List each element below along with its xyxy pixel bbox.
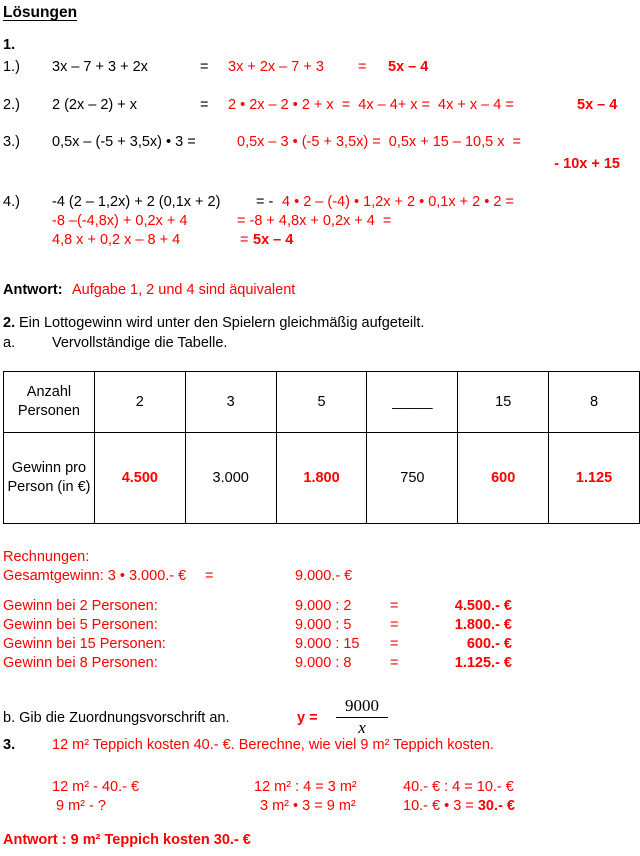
table-row-anzahl xyxy=(4,372,640,433)
fraction-numerator: 9000 xyxy=(336,696,388,718)
row-header-gewinn: Gewinn pro Person (in €) xyxy=(4,433,95,524)
gewinn-expr: 9.000 : 2 xyxy=(295,598,352,614)
part-b-text: b. Gib die Zuordnungsvorschrift an. xyxy=(3,710,230,726)
equals-sign: = xyxy=(205,568,214,584)
rechnungen-title-line xyxy=(0,548,640,567)
solution-step-left: 4,8 x + 0,2 x – 8 + 4 xyxy=(52,232,181,248)
solution-steps: 4 • 2 – (-4) • 1,2x + 2 • 0,1x + 2 • 2 = xyxy=(282,194,514,210)
section1-number: 1. xyxy=(3,37,16,53)
equals-sign: = xyxy=(390,598,399,614)
item-label: 2.) xyxy=(3,97,20,113)
gewinn-result: 4.500.- € xyxy=(454,598,512,614)
item-label: 4.) xyxy=(3,194,20,210)
gewinn-cell: 750 xyxy=(367,433,458,524)
work-cell-result xyxy=(403,797,515,816)
solution-step-left: -8 –(-4,8x) + 0,2x + 4 xyxy=(52,213,188,229)
part-a-text: Vervollständige die Tabelle. xyxy=(52,335,228,351)
fraction-denominator: x xyxy=(358,718,366,737)
section2-intro-line xyxy=(0,314,640,333)
solution-result: 5x – 4 xyxy=(388,59,429,75)
anzahl-cell: 3 xyxy=(185,372,276,433)
gewinn-label: Gewinn bei 5 Personen: xyxy=(3,617,158,633)
expression: -4 (2 – 1,2x) + 2 (0,1x + 2) xyxy=(52,194,221,210)
part-b-line xyxy=(0,709,640,728)
part-a-label: a. xyxy=(3,335,16,351)
equation-line-4c xyxy=(0,231,640,250)
solution-step-right: = -8 + 4,8x + 0,2x + 4 = xyxy=(237,213,392,229)
section3-intro-line xyxy=(0,736,640,755)
equals-sign: = xyxy=(240,232,249,248)
anzahl-cell: 2 xyxy=(94,372,185,433)
work-row-2 xyxy=(0,797,640,816)
gewinn-label: Gewinn bei 2 Personen: xyxy=(3,598,158,614)
antwort-text: Antwort : 9 m² Teppich kosten 30.- € xyxy=(3,832,251,848)
equals-sign: = - xyxy=(256,194,274,210)
item-label: 3.) xyxy=(3,134,20,150)
work-cell: 12 m² - 40.- € xyxy=(52,779,140,795)
anzahl-cell-blank: _____ xyxy=(367,372,458,433)
section1-number-line xyxy=(0,36,640,55)
expression: 0,5x – (-5 + 3,5x) • 3 = xyxy=(52,134,196,150)
equals-sign: = xyxy=(200,97,209,113)
gewinn-expr: 9.000 : 5 xyxy=(295,617,352,633)
work-cell: 3 m² • 3 = 9 m² xyxy=(260,798,356,814)
gesamtgewinn-result: 9.000.- € xyxy=(295,568,353,584)
gewinn-expr: 9.000 : 15 xyxy=(295,636,360,652)
gewinn-label: Gewinn bei 15 Personen: xyxy=(3,636,166,652)
gewinn-cell-answer: 1.125 xyxy=(549,433,640,524)
expression: 2 (2x – 2) + x xyxy=(52,97,138,113)
page-title: Lösungen xyxy=(3,4,78,21)
gewinn-cell-answer: 600 xyxy=(458,433,549,524)
gewinn-row xyxy=(0,654,640,673)
expression: 3x – 7 + 3 + 2x xyxy=(52,59,148,75)
gewinn-expr: 9.000 : 8 xyxy=(295,655,352,671)
gewinn-row xyxy=(0,616,640,635)
equation-line-4b xyxy=(0,212,640,231)
work-cell: 40.- € : 4 = 10.- € xyxy=(403,779,514,795)
solution-result: 5x – 4 xyxy=(577,97,618,113)
gewinn-label: Gewinn bei 8 Personen: xyxy=(3,655,158,671)
equals-sign: = xyxy=(390,655,399,671)
lotto-table xyxy=(3,371,640,524)
equals-sign: = xyxy=(358,59,367,75)
gesamtgewinn-line xyxy=(0,567,640,586)
solution-result: 5x – 4 xyxy=(253,232,294,248)
antwort-line-2 xyxy=(0,831,640,850)
equals-sign: = xyxy=(390,636,399,652)
antwort-text: Aufgabe 1, 2 und 4 sind äquivalent xyxy=(72,282,296,298)
fraction-9000-over-x xyxy=(336,696,388,737)
gewinn-row xyxy=(0,597,640,616)
rechnungen-title: Rechnungen: xyxy=(3,549,90,565)
equation-line-3-result xyxy=(0,155,640,174)
page-title-line xyxy=(0,3,640,22)
gesamtgewinn-label: Gesamtgewinn: 3 • 3.000.- € xyxy=(3,568,187,584)
work-row-1 xyxy=(0,778,640,797)
work-cell-result-pre: 10.- € • 3 = xyxy=(403,798,478,814)
work-cell: 12 m² : 4 = 3 m² xyxy=(254,779,357,795)
gewinn-cell-answer: 1.800 xyxy=(276,433,367,524)
section3-intro: 12 m² Teppich kosten 40.- €. Berechne, wie viel 9 m² Teppich kosten. xyxy=(52,737,494,753)
row-header-anzahl: Anzahl Personen xyxy=(4,372,95,433)
section2-part-a-line xyxy=(0,334,640,353)
table-row-gewinn xyxy=(4,433,640,524)
section2-number: 2. xyxy=(3,315,16,331)
gewinn-cell: 3.000 xyxy=(185,433,276,524)
work-cell-result-bold: 30.- € xyxy=(477,798,515,814)
anzahl-cell: 8 xyxy=(549,372,640,433)
solution-result: - 10x + 15 xyxy=(554,156,620,172)
equation-line-2 xyxy=(0,96,640,115)
section2-intro: Ein Lottogewinn wird unter den Spielern gleichmäßig aufgeteilt. xyxy=(19,315,425,331)
anzahl-cell: 15 xyxy=(458,372,549,433)
item-label: 1.) xyxy=(3,59,20,75)
gewinn-cell-answer: 4.500 xyxy=(94,433,185,524)
anzahl-cell: 5 xyxy=(276,372,367,433)
equation-line-4a xyxy=(0,193,640,212)
equals-sign: = xyxy=(200,59,209,75)
section3-number: 3. xyxy=(3,737,16,753)
antwort-label: Antwort: xyxy=(3,282,63,298)
solution-steps: 0,5x – 3 • (-5 + 3,5x) = 0,5x + 15 – 10,5 x = xyxy=(237,134,521,150)
gewinn-result: 600.- € xyxy=(466,636,512,652)
work-cell: 9 m² - ? xyxy=(56,798,106,814)
solution-step: 3x + 2x – 7 + 3 xyxy=(228,59,324,75)
gewinn-row xyxy=(0,635,640,654)
antwort-line-1 xyxy=(0,281,640,300)
equation-line-1 xyxy=(0,58,640,77)
equation-line-3 xyxy=(0,133,640,152)
solution-steps: 2 • 2x – 2 • 2 + x = 4x – 4+ x = 4x + x – 4 = xyxy=(228,97,514,113)
gewinn-result: 1.125.- € xyxy=(454,655,512,671)
part-b-y-equals: y = xyxy=(297,710,318,726)
gewinn-result: 1.800.- € xyxy=(454,617,512,633)
equals-sign: = xyxy=(390,617,399,633)
